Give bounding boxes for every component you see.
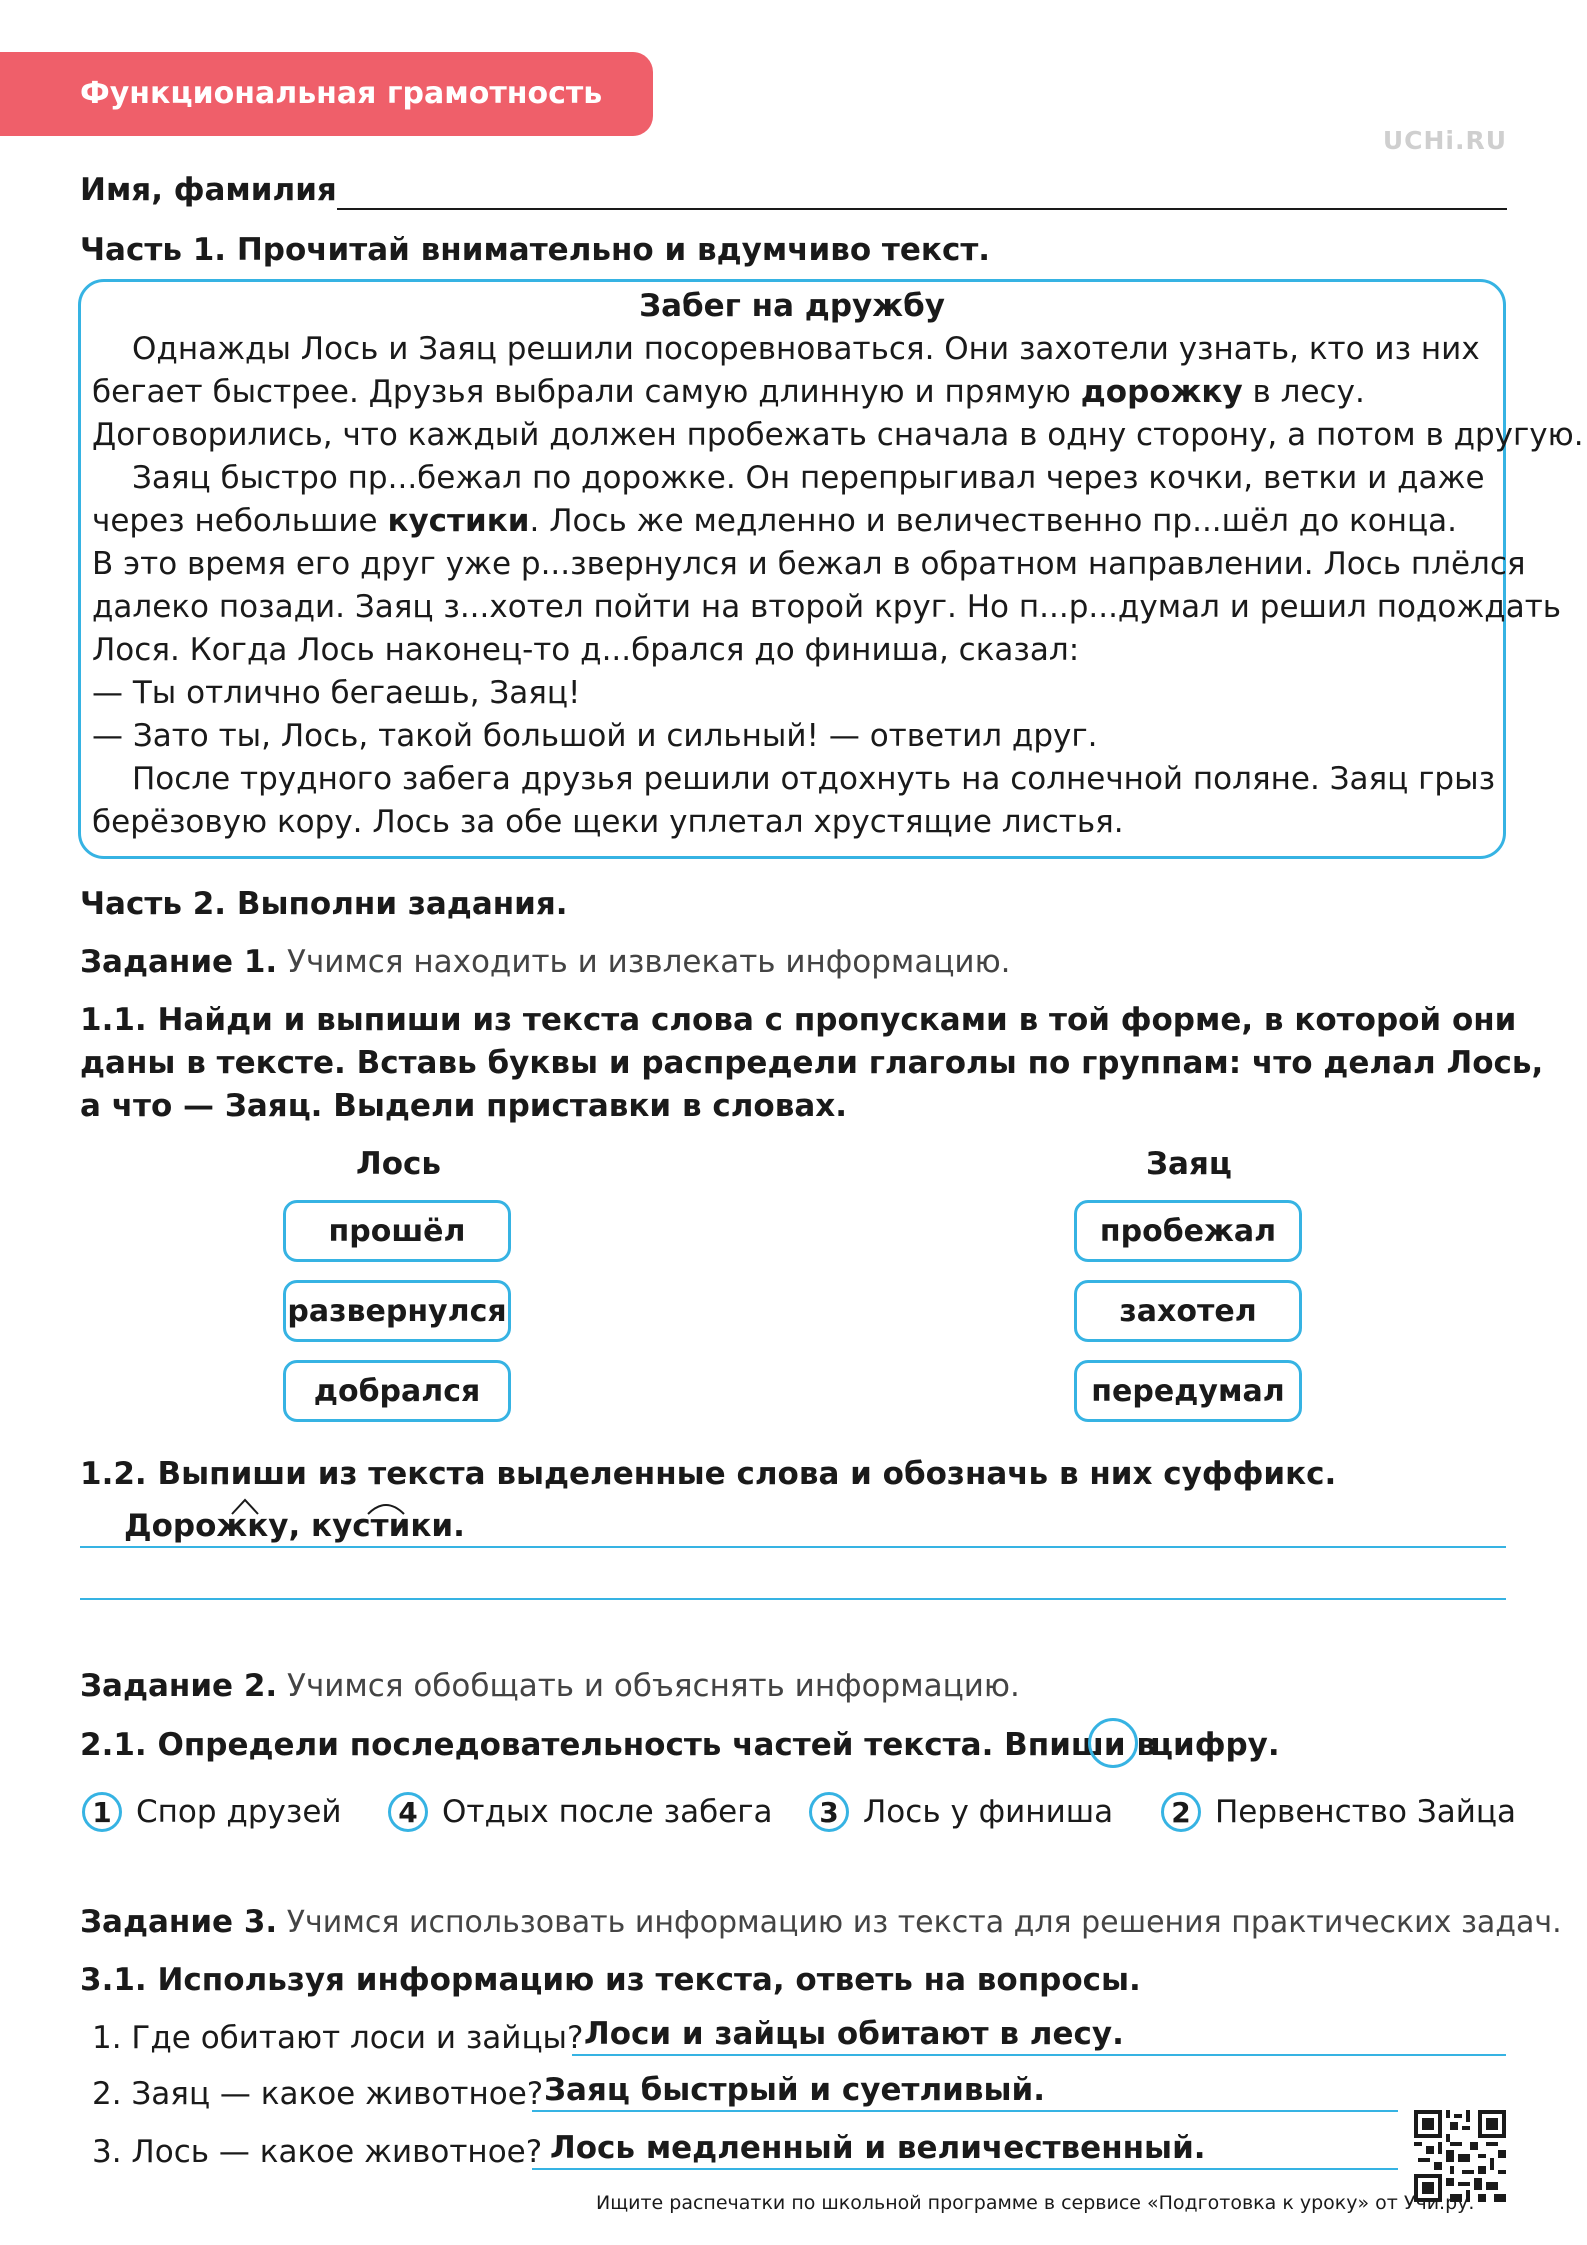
story-line: Заяц быстро пр...бежал по дорожке. Он перепрыгивал через кочки, ветки и даже (132, 460, 1485, 496)
sequence-label: Спор друзей (136, 1794, 342, 1830)
answer-text: Лоси и зайцы обитают в лесу. (584, 2016, 1124, 2052)
suffix-mark (366, 1496, 406, 1516)
task3-heading: Задание 3. Учимся использовать информацию из текста для решения практических задач. (80, 1904, 1562, 1940)
answer-text: Лось медленный и величественный. (550, 2130, 1206, 2166)
sequence-number-circle[interactable]: 1 (82, 1792, 122, 1832)
task2-1-question-end: цифру. (1150, 1727, 1280, 1763)
sequence-label: Отдых после забега (442, 1794, 773, 1830)
answer-line[interactable] (80, 1544, 1506, 1548)
answer-text: Заяц быстрый и суетливый. (544, 2072, 1046, 2108)
header-banner (0, 52, 653, 136)
answer-line[interactable] (572, 2052, 1506, 2056)
header-title: Функциональная грамотность (80, 76, 603, 111)
qr-code[interactable] (1414, 2110, 1506, 2202)
moose-answer-box[interactable]: развернулся (283, 1280, 511, 1342)
story-line: После трудного забега друзья решили отдохнуть на солнечной поляне. Заяц грыз (132, 761, 1496, 797)
highlighted-word-dorozhku: дорожку (1080, 374, 1243, 410)
moose-answer-box[interactable]: добрался (283, 1360, 511, 1422)
story-line: Договорились, что каждый должен пробежать сначала в одну сторону, а потом в другую. (92, 417, 1584, 453)
moose-column-heading: Лось (356, 1146, 442, 1182)
answer-line[interactable] (532, 2108, 1398, 2112)
story-line: Лося. Когда Лось наконец-то д...брался до финиша, сказал: (92, 632, 1080, 668)
task2-heading: Задание 2. Учимся обобщать и объяснять информацию. (80, 1668, 1020, 1704)
story-line: — Зато ты, Лось, такой большой и сильный! — ответил друг. (92, 718, 1098, 754)
hare-answer-box[interactable]: захотел (1074, 1280, 1302, 1342)
hare-column-heading: Заяц (1146, 1146, 1232, 1182)
task3-1-question: 3.1. Используя информацию из текста, ответь на вопросы. (80, 1962, 1141, 1998)
sample-circle (1088, 1718, 1138, 1768)
story-line: бегает быстрее. Друзья выбрали самую длинную и прямую дорожку в лесу. (92, 374, 1365, 410)
suffix-mark (230, 1496, 260, 1516)
part2-heading: Часть 2. Выполни задания. (80, 886, 568, 922)
task1-heading: Задание 1. Учимся находить и извлекать информацию. (80, 944, 1011, 980)
footer-note: Ищите распечатки по школьной программе в сервисе «Подготовка к уроку» от Учи.ру. (596, 2192, 1475, 2214)
task1-1-question: даны в тексте. Вставь буквы и распредели глаголы по группам: что делал Лось, (80, 1045, 1544, 1081)
story-line: через небольшие кустики. Лось же медленно и величественно пр...шёл до конца. (92, 503, 1457, 539)
sequence-number-circle[interactable]: 3 (809, 1792, 849, 1832)
sequence-number-circle[interactable]: 2 (1161, 1792, 1201, 1832)
task1-1-question: а что — Заяц. Выдели приставки в словах. (80, 1088, 848, 1124)
story-line: Однажды Лось и Заяц решили посоревноваться. Они захотели узнать, кто из них (132, 331, 1480, 367)
task1-2-question: 1.2. Выпиши из текста выделенные слова и обозначь в них суффикс. (80, 1456, 1337, 1492)
answer-line[interactable] (532, 2166, 1398, 2170)
task1-2-answer: Дорожку, кустики. (124, 1508, 465, 1544)
highlighted-word-kustiki: кустики (387, 503, 530, 539)
part1-heading: Часть 1. Прочитай внимательно и вдумчиво текст. (80, 232, 991, 268)
question-text: 3. Лось — какое животное? (92, 2134, 543, 2170)
task2-1-question: 2.1. Определи последовательность частей текста. Впиши в (80, 1727, 1156, 1763)
story-line: далеко позади. Заяц з...хотел пойти на второй круг. Но п...р...думал и решил подождать (92, 589, 1562, 625)
question-text: 1. Где обитают лоси и зайцы? (92, 2020, 584, 2056)
task1-1-question: 1.1. Найди и выпиши из текста слова с пропусками в той форме, в которой они (80, 1002, 1517, 1038)
story-title: Забег на дружбу (639, 288, 945, 324)
hare-answer-box[interactable]: передумал (1074, 1360, 1302, 1422)
sequence-label: Лось у финиша (863, 1794, 1114, 1830)
sequence-label: Первенство Зайца (1215, 1794, 1516, 1830)
story-line: берёзовую кору. Лось за обе щеки уплетал хрустящие листья. (92, 804, 1124, 840)
question-text: 2. Заяц — какое животное? (92, 2076, 544, 2112)
name-label: Имя, фамилия (80, 172, 337, 208)
brand-logo: UCHi.RU (1382, 126, 1507, 155)
hare-answer-box[interactable]: пробежал (1074, 1200, 1302, 1262)
name-input-line[interactable] (337, 206, 1507, 210)
story-line: — Ты отлично бегаешь, Заяц! (92, 675, 581, 711)
story-line: В это время его друг уже р...звернулся и бежал в обратном направлении. Лось плёлся (92, 546, 1526, 582)
moose-answer-box[interactable]: прошёл (283, 1200, 511, 1262)
sequence-number-circle[interactable]: 4 (388, 1792, 428, 1832)
answer-line[interactable] (80, 1596, 1506, 1600)
